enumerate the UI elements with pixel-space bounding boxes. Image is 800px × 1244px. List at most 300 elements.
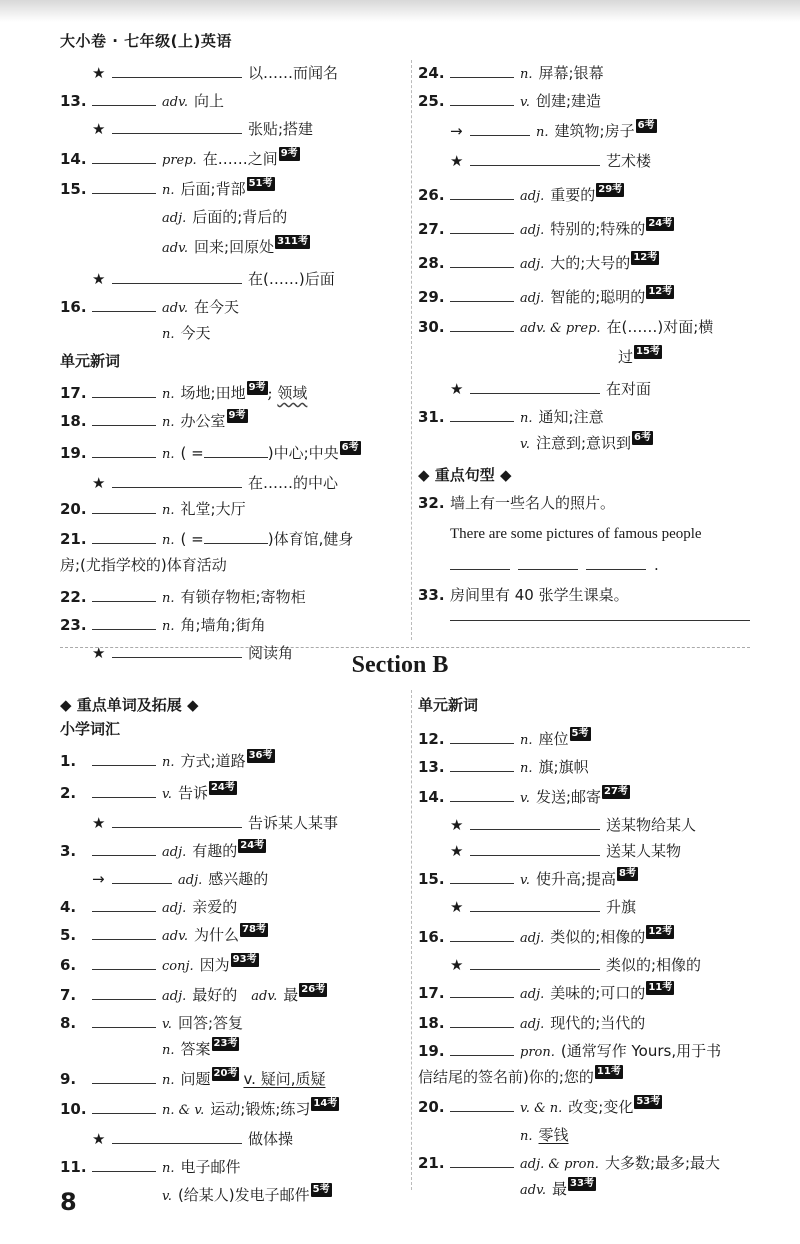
star-icon: ★ (450, 842, 464, 860)
part-of-speech: n. (162, 387, 175, 402)
answer-blank[interactable] (92, 290, 156, 312)
chinese-gloss: 发送;邮寄 (535, 788, 601, 806)
entry-row (418, 280, 674, 310)
answer-blank[interactable] (92, 978, 156, 1000)
answer-blank[interactable] (470, 144, 600, 166)
entry-row (418, 976, 674, 1006)
entry-row (418, 372, 651, 402)
chinese-gloss: 礼堂;大厅 (180, 500, 246, 518)
entry-row (60, 1006, 243, 1036)
part-of-speech: v. (520, 791, 530, 806)
section-title: Section B (351, 652, 449, 678)
part-of-speech: pron. (520, 1045, 555, 1060)
answer-blank[interactable] (470, 834, 600, 856)
answer-blank[interactable] (92, 834, 156, 856)
section-heading: ◆ 重点句型 ◆ (418, 466, 512, 484)
chinese-gloss: 回来;回原处 (194, 238, 275, 256)
entry-number: 27. (418, 220, 445, 238)
entry-number: 15. (418, 870, 445, 888)
entry-row (418, 890, 636, 920)
answer-blank[interactable] (92, 1150, 156, 1172)
answer-blank[interactable] (450, 212, 514, 234)
answer-blank[interactable] (450, 310, 514, 332)
part-of-speech: v. (162, 787, 172, 802)
star-icon: ★ (450, 380, 464, 398)
entry-row (60, 202, 287, 232)
entry-number: 18. (418, 1014, 445, 1032)
page-number: 8 (60, 1188, 77, 1216)
entry-number: 11. (60, 1158, 87, 1176)
answer-blank[interactable] (450, 400, 514, 422)
chinese-gloss: 零钱 (538, 1126, 569, 1144)
entry-row (60, 918, 268, 948)
part-of-speech: v. (162, 1017, 172, 1032)
answer-blank[interactable] (450, 178, 514, 200)
answer-blank[interactable] (112, 112, 242, 134)
part-of-speech: adj. (520, 291, 545, 306)
entry-number: 16. (418, 928, 445, 946)
answer-blank[interactable] (586, 548, 646, 570)
chinese-gloss: 大多数;最多;最大 (604, 1154, 721, 1172)
section-heading: 小学词汇 (60, 720, 121, 738)
part-of-speech: n. (162, 1043, 175, 1058)
part-of-speech: adv. (520, 1183, 547, 1198)
chinese-gloss: 座位 (538, 730, 569, 748)
chinese-gloss: 最好的 (192, 986, 238, 1004)
part-of-speech: n. (520, 733, 533, 748)
chinese-gloss: 告诉 (177, 784, 208, 802)
entry-row (450, 548, 659, 578)
answer-blank[interactable] (112, 56, 242, 78)
exam-frequency-badge: 33考 (570, 1178, 594, 1189)
entry-number: 12. (418, 730, 445, 748)
answer-blank[interactable] (470, 948, 600, 970)
part-of-speech: n. (162, 183, 175, 198)
answer-blank[interactable] (450, 84, 514, 106)
part-of-speech: v. (520, 437, 530, 452)
answer-blank[interactable] (450, 862, 514, 884)
entry-continuation-text: 房;(尤指学校的)体育活动 (60, 556, 227, 574)
star-icon: ★ (92, 270, 106, 288)
entry-row (418, 84, 601, 114)
sentence-english-text: There are some pictures of famous people (450, 526, 702, 542)
part-of-speech: n. (520, 411, 533, 426)
answer-blank[interactable] (112, 466, 242, 488)
answer-blank[interactable] (92, 84, 156, 106)
part-of-speech: n. (520, 1129, 533, 1144)
entry-number: 32. (418, 494, 445, 512)
entry-number: 13. (418, 758, 445, 776)
entry-row (60, 84, 224, 114)
chinese-gloss: 建筑物;房子 (554, 122, 635, 140)
entry-row (60, 404, 248, 434)
answer-blank[interactable] (450, 780, 514, 802)
chinese-gloss: 在今天 (194, 298, 240, 316)
answer-blank[interactable] (470, 114, 530, 136)
answer-blank[interactable] (92, 744, 156, 766)
exam-frequency-badge: 12考 (633, 252, 658, 263)
entry-number: 15. (60, 180, 87, 198)
answer-blank[interactable] (112, 862, 172, 884)
entry-row (60, 172, 275, 202)
exam-frequency-badge: 14考 (313, 1098, 338, 1109)
answer-blank[interactable] (92, 580, 156, 602)
entry-number: 14. (60, 150, 87, 168)
part-of-speech: adj. (520, 189, 545, 204)
answer-blank[interactable] (204, 522, 268, 544)
entry-row (418, 400, 604, 430)
section-heading: 单元新词 (60, 352, 121, 370)
part-of-speech: adj. (520, 931, 545, 946)
chinese-gloss: 后面的;背后的 (192, 208, 288, 226)
paren-open: ( = (180, 530, 204, 548)
exam-frequency-badge: 93考 (232, 954, 257, 965)
part-of-speech: adv. (162, 929, 189, 944)
chinese-gloss: 屏幕;银幕 (538, 64, 604, 82)
part-of-speech: adj. (520, 987, 545, 1002)
exam-frequency-badge: 6考 (634, 432, 651, 443)
extra-meaning: 领域 (277, 384, 308, 402)
entry-row (418, 1174, 596, 1204)
entry-row (60, 112, 313, 142)
entry-number: 1. (60, 752, 77, 770)
part-of-speech: n. (162, 1161, 175, 1176)
entry-number: 20. (60, 500, 87, 518)
entry-row (450, 518, 702, 548)
chinese-gloss: 因为 (199, 956, 230, 974)
entry-number: 26. (418, 186, 445, 204)
entry-row (418, 750, 589, 780)
arrow-icon: → (92, 870, 105, 888)
chinese-gloss: 电子邮件 (180, 1158, 241, 1176)
answer-blank[interactable] (92, 1062, 156, 1084)
exam-frequency-badge: 26考 (301, 984, 326, 995)
exam-frequency-badge: 8考 (619, 868, 636, 879)
entry-row (60, 776, 237, 806)
entry-row (418, 1146, 720, 1176)
answer-blank[interactable] (450, 56, 514, 78)
entry-row (418, 862, 638, 892)
section-heading: ◆ 重点单词及拓展 ◆ (60, 696, 199, 714)
answer-blank[interactable] (92, 948, 156, 970)
answer-blank[interactable] (92, 376, 156, 398)
entry-row (60, 1180, 332, 1210)
entry-row (60, 580, 306, 610)
star-icon: ★ (92, 814, 106, 832)
entry-number: 21. (418, 1154, 445, 1172)
part-of-speech: adj. (178, 873, 203, 888)
entry-number: 25. (418, 92, 445, 110)
chinese-gloss: 后面;背部 (180, 180, 246, 198)
exam-frequency-badge: 5考 (312, 1184, 330, 1195)
entry-row (60, 1122, 293, 1152)
answer-blank[interactable] (112, 1122, 242, 1144)
entry-row (60, 56, 338, 86)
exam-frequency-badge: 9考 (248, 382, 266, 393)
answer-blank[interactable] (470, 808, 600, 830)
entry-row (418, 1062, 623, 1092)
chinese-gloss: 有锁存物柜;寄物柜 (180, 588, 306, 606)
entry-number: 17. (60, 384, 87, 402)
answer-blank[interactable] (450, 1090, 514, 1112)
column-divider-top (411, 60, 412, 640)
chinese-gloss: 今天 (180, 324, 211, 342)
entry-row (418, 722, 591, 752)
chinese-gloss: 类似的;相像的 (606, 956, 702, 974)
answer-blank[interactable] (92, 1006, 156, 1028)
exam-frequency-badge: 15考 (636, 346, 660, 357)
entry-row (418, 834, 681, 864)
entry-row (60, 290, 239, 320)
part-of-speech: n. (162, 619, 175, 634)
answer-blank[interactable] (92, 918, 156, 940)
chinese-gloss: 以……而闻名 (248, 64, 339, 82)
entry-row (60, 376, 307, 406)
chinese-gloss: 为什么 (194, 926, 240, 944)
part-of-speech: adv. (162, 95, 189, 110)
answer-blank[interactable] (92, 890, 156, 912)
entry-row (60, 1062, 325, 1092)
chinese-gloss: 办公室 (180, 412, 226, 430)
entry-row (418, 1090, 662, 1120)
paren-close-gloss: )体育馆,健身 (267, 530, 354, 548)
paren-open: ( = (180, 444, 204, 462)
exam-frequency-badge: 6考 (341, 442, 359, 453)
chinese-gloss: (通常写作 Yours,用于书 (560, 1042, 722, 1060)
answer-blank[interactable] (450, 548, 510, 570)
entry-row (60, 262, 335, 292)
separator: ; (267, 384, 278, 402)
chinese-gloss: 旗;旗帜 (538, 758, 589, 776)
part-of-speech: n. (162, 503, 175, 518)
entry-row (60, 608, 266, 638)
entry-row (418, 1006, 645, 1036)
entry-row (60, 834, 266, 864)
chinese-gloss: 升旗 (606, 898, 637, 916)
exam-frequency-badge: 11考 (648, 982, 673, 993)
chinese-gloss: 张贴;搭建 (248, 120, 314, 138)
part-of-speech: v. (162, 1189, 172, 1204)
part-of-speech: n. (162, 755, 175, 770)
chinese-gloss: 创建;建造 (535, 92, 601, 110)
entry-continuation-text: 过 (618, 348, 634, 366)
answer-blank[interactable] (112, 262, 242, 284)
exam-frequency-badge: 23考 (213, 1038, 238, 1049)
chinese-gloss: 改变;变化 (568, 1098, 634, 1116)
exam-frequency-badge: 5考 (571, 728, 589, 739)
answer-blank[interactable] (92, 522, 156, 544)
exam-frequency-badge: 24考 (240, 840, 265, 851)
chinese-gloss: 通知;注意 (538, 408, 604, 426)
answer-blank[interactable] (92, 1092, 156, 1114)
chinese-gloss: 向上 (194, 92, 225, 110)
star-icon: ★ (450, 956, 464, 974)
chinese-gloss: 告诉某人某事 (248, 814, 339, 832)
answer-blank[interactable] (518, 548, 578, 570)
entry-row (418, 428, 653, 458)
star-icon: ★ (92, 120, 106, 138)
sentence-chinese-text: 墙上有一些名人的照片。 (450, 494, 616, 512)
entry-number: 19. (418, 1042, 445, 1060)
answer-blank[interactable] (450, 920, 514, 942)
entry-row (60, 636, 293, 666)
answer-blank[interactable] (92, 172, 156, 194)
entry-row (60, 862, 268, 892)
entry-number: 13. (60, 92, 87, 110)
entry-number: 20. (418, 1098, 445, 1116)
chinese-gloss: 类似的;相像的 (550, 928, 646, 946)
chinese-gloss: 场地;田地 (180, 384, 246, 402)
star-icon: ★ (92, 1130, 106, 1148)
chinese-gloss: 特别的;特殊的 (550, 220, 646, 238)
chinese-gloss: 现代的;当代的 (550, 1014, 646, 1032)
exam-frequency-badge: 12考 (648, 286, 673, 297)
part-of-speech: adj. (520, 223, 545, 238)
entry-row (418, 690, 478, 720)
entry-number: 28. (418, 254, 445, 272)
paren-close-gloss: )中心;中央 (267, 444, 339, 462)
entry-row (418, 920, 674, 950)
entry-number: 4. (60, 898, 77, 916)
entry-number: 9. (60, 1070, 77, 1088)
entry-row (618, 342, 662, 372)
exam-frequency-badge: 11考 (596, 1066, 621, 1077)
chinese-gloss: 最 (283, 986, 299, 1004)
entry-row (418, 56, 604, 86)
entry-number: 5. (60, 926, 77, 944)
entry-number: 14. (418, 788, 445, 806)
entry-row (418, 488, 615, 518)
answer-blank[interactable] (470, 890, 600, 912)
answer-blank[interactable] (92, 436, 156, 458)
extra-meaning: v. 疑问,质疑 (243, 1070, 326, 1088)
part-of-speech: adj. & pron. (520, 1157, 599, 1172)
entry-number: 23. (60, 616, 87, 634)
exam-frequency-badge: 78考 (242, 924, 266, 935)
chinese-gloss: 答案 (180, 1040, 211, 1058)
chinese-gloss: 送某人某物 (606, 842, 682, 860)
part-of-speech: v. (520, 873, 530, 888)
part-of-speech: adv. (251, 989, 278, 1004)
chinese-gloss: 注意到;意识到 (535, 434, 631, 452)
answer-blank[interactable] (450, 280, 514, 302)
page-top-edge (0, 0, 800, 22)
star-icon: ★ (450, 898, 464, 916)
answer-blank[interactable] (450, 1146, 514, 1168)
star-icon: ★ (92, 644, 106, 662)
chinese-gloss: 在……之间 (202, 150, 278, 168)
entry-row (418, 114, 657, 144)
entry-row (60, 1150, 241, 1180)
section-heading: 单元新词 (418, 696, 479, 714)
chinese-gloss: 最 (552, 1180, 568, 1198)
exam-frequency-badge: 51考 (248, 178, 273, 189)
entry-row (60, 1092, 339, 1122)
chinese-gloss: 角;墙角;街角 (180, 616, 266, 634)
answer-line[interactable] (450, 620, 750, 621)
answer-blank[interactable] (470, 372, 600, 394)
part-of-speech: adv. (162, 241, 189, 256)
entry-row (418, 460, 512, 490)
part-of-speech: n. (162, 1073, 175, 1088)
chinese-gloss: 在……的中心 (248, 474, 339, 492)
answer-blank[interactable] (92, 776, 156, 798)
answer-blank[interactable] (112, 806, 242, 828)
part-of-speech: v. (520, 95, 530, 110)
exam-frequency-badge: 9考 (228, 410, 246, 421)
chinese-gloss: 使升高;提高 (535, 870, 616, 888)
chinese-gloss: 在对面 (606, 380, 652, 398)
answer-blank[interactable] (92, 404, 156, 426)
entry-number: 2. (60, 784, 77, 802)
entry-row (418, 246, 659, 276)
chinese-gloss: 运动;锻炼;练习 (210, 1100, 311, 1118)
part-of-speech: n. (162, 533, 175, 548)
answer-blank[interactable] (450, 246, 514, 268)
answer-blank[interactable] (450, 750, 514, 772)
chinese-gloss: (给某人)发电子邮件 (177, 1186, 310, 1204)
part-of-speech: n. (162, 591, 175, 606)
exam-frequency-badge: 36考 (248, 750, 273, 761)
entry-number: 6. (60, 956, 77, 974)
entry-number: 18. (60, 412, 87, 430)
chinese-gloss: 送某物给某人 (606, 816, 697, 834)
answer-blank[interactable] (92, 492, 156, 514)
part-of-speech: prep. (162, 153, 197, 168)
chinese-gloss: 问题 (180, 1070, 211, 1088)
part-of-speech: n. (162, 327, 175, 342)
answer-blank[interactable] (450, 1006, 514, 1028)
part-of-speech: v. & n. (520, 1101, 563, 1116)
answer-blank[interactable] (450, 976, 514, 998)
exam-frequency-badge: 6考 (637, 120, 655, 131)
chinese-gloss: 做体操 (248, 1130, 294, 1148)
answer-blank[interactable] (450, 722, 514, 744)
running-header: 大小卷 · 七年级(上)英语 (60, 32, 232, 50)
entry-number: 30. (418, 318, 445, 336)
entry-row (60, 522, 353, 552)
entry-number: 3. (60, 842, 77, 860)
entry-row (60, 142, 300, 172)
chinese-gloss: 在(……)后面 (248, 270, 335, 288)
exam-frequency-badge: 12考 (648, 926, 673, 937)
arrow-icon: → (450, 122, 463, 140)
entry-number: 16. (60, 298, 87, 316)
star-icon: ★ (92, 474, 106, 492)
entry-row (418, 310, 713, 340)
entry-number: 19. (60, 444, 87, 462)
entry-number: 24. (418, 64, 445, 82)
entry-row (418, 178, 624, 208)
part-of-speech: conj. (162, 959, 194, 974)
chinese-gloss: 感兴趣的 (208, 870, 269, 888)
entry-row (418, 780, 630, 810)
part-of-speech: adj. (162, 211, 187, 226)
part-of-speech: adv. & prep. (520, 321, 601, 336)
entry-row (60, 1034, 239, 1064)
star-icon: ★ (450, 816, 464, 834)
chinese-gloss: 回答;答复 (177, 1014, 243, 1032)
part-of-speech: adj. (520, 1017, 545, 1032)
answer-blank[interactable] (92, 608, 156, 630)
answer-blank[interactable] (450, 1034, 514, 1056)
entry-number: 31. (418, 408, 445, 426)
entry-row (60, 948, 259, 978)
part-of-speech: adj. (162, 989, 187, 1004)
answer-blank[interactable] (92, 142, 156, 164)
answer-blank[interactable] (204, 436, 268, 458)
answer-blank[interactable] (112, 636, 242, 658)
